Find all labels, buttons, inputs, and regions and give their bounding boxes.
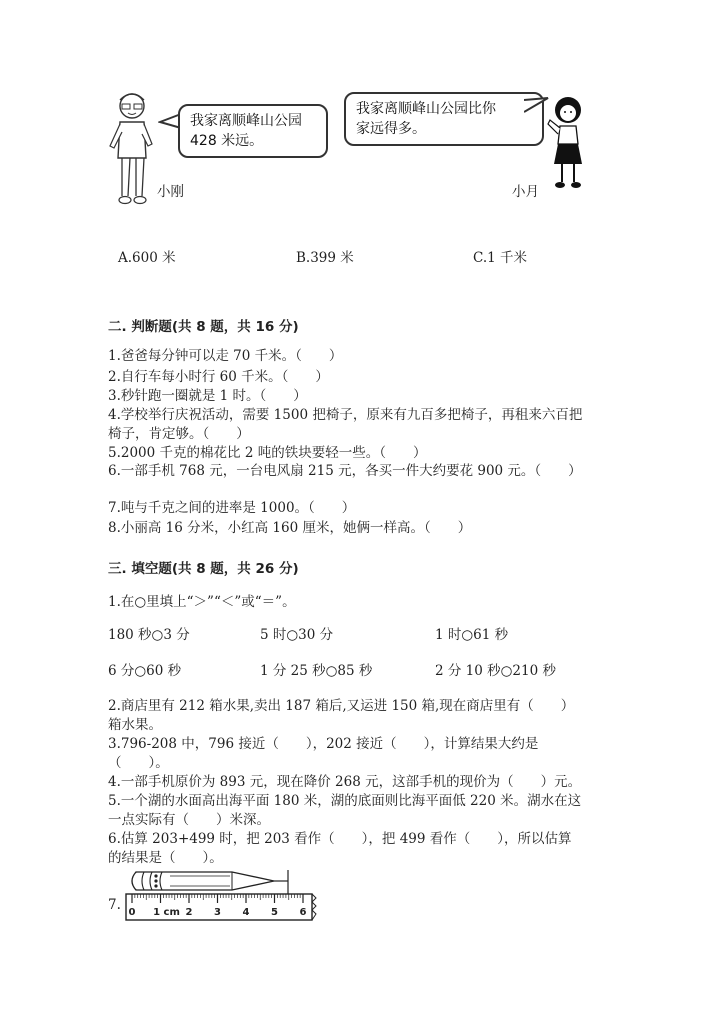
ruler-label-1: 1 cm — [153, 907, 180, 918]
fill-q5-cont: 一点实际有（ ）米深。 — [108, 812, 270, 828]
pencil-ruler-figure — [122, 866, 318, 924]
choice-a: A.600 米 — [118, 250, 176, 266]
girl-speech-line-1: 我家离顺峰山公园比你 — [356, 101, 496, 117]
judge-item-4: 4.学校举行庆祝活动，需要 1500 把椅子，原来有九百多把椅子，再租来六百把 — [108, 407, 583, 423]
boy-illustration — [108, 88, 158, 210]
fill-q7-label: 7. — [108, 897, 121, 913]
ruler-label-5: 5 — [271, 907, 278, 918]
compare-2-2: 1 分 25 秒○85 秒 — [260, 663, 373, 679]
fill-q6: 6.估算 203+499 时，把 203 看作（ ），把 499 看作（ ），所以估算 — [108, 831, 572, 847]
judge-item-8: 8.小丽高 16 分米，小红高 160 厘米，她俩一样高。（ ） — [108, 520, 472, 536]
ruler-label-3: 3 — [214, 907, 221, 918]
judge-item-5: 5.2000 千克的棉花比 2 吨的铁块要轻一些。（ ） — [108, 445, 427, 461]
pencil-icon — [132, 870, 288, 894]
judge-item-7: 7.吨与千克之间的进率是 1000。（ ） — [108, 500, 356, 516]
section3-title: 三. 填空题(共 8 题，共 26 分) — [108, 561, 299, 577]
compare-2-3: 2 分 10 秒○210 秒 — [435, 663, 556, 679]
boy-speech-line-1: 我家离顺峰山公园 — [190, 113, 302, 129]
compare-2-1: 6 分○60 秒 — [108, 663, 182, 679]
girl-speech-bubble — [344, 92, 544, 146]
ruler-label-6: 6 — [299, 907, 307, 918]
fill-q4: 4.一部手机原价为 893 元，现在降价 268 元，这部手机的现价为（ ）元。 — [108, 774, 582, 790]
fill-q2: 2.商店里有 212 箱水果,卖出 187 箱后,又运进 150 箱,现在商店里有（ ） — [108, 698, 575, 714]
boy-name: 小刚 — [157, 184, 184, 200]
compare-1-2: 5 时○30 分 — [260, 627, 334, 643]
judge-item-3: 3.秒针跑一圈就是 1 时。（ ） — [108, 388, 307, 404]
choice-b: B.399 米 — [296, 250, 354, 266]
fill-q1: 1.在○里填上“＞”“＜”或“＝”。 — [108, 594, 296, 610]
judge-item-4-cont: 椅子，肯定够。（ ） — [108, 426, 250, 442]
girl-illustration — [544, 94, 588, 194]
fill-q3: 3.796-208 中，796 接近（ ），202 接近（ ），计算结果大约是 — [108, 736, 539, 752]
judge-item-1: 1.爸爸每分钟可以走 70 千米。（ ） — [108, 348, 343, 364]
ruler-label-4: 4 — [242, 907, 250, 918]
boy-speech-line-2: 428 米远。 — [190, 133, 264, 149]
fill-q3-cont: （ ）。 — [108, 755, 169, 771]
girl-speech-line-2: 家远得多。 — [356, 121, 426, 137]
fill-q2-cont: 箱水果。 — [108, 717, 162, 733]
judge-item-6: 6.一部手机 768 元，一台电风扇 215 元，各买一件大约要花 900 元。（ ） — [108, 463, 582, 479]
compare-1-3: 1 时○61 秒 — [435, 627, 509, 643]
boy-speech-bubble — [178, 104, 328, 158]
fill-q5: 5.一个湖的水面高出海平面 180 米，湖的底面则比海平面低 220 米。湖水在这 — [108, 793, 582, 809]
compare-1-1: 180 秒○3 分 — [108, 627, 190, 643]
judge-item-2: 2.自行车每小时行 60 千米。（ ） — [108, 369, 329, 385]
section2-title: 二. 判断题(共 8 题，共 16 分) — [108, 319, 299, 335]
ruler-label-2: 2 — [185, 907, 193, 918]
ruler-label-0: 0 — [128, 907, 136, 918]
choice-c: C.1 千米 — [473, 250, 528, 266]
fill-q6-cont: 的结果是（ ）。 — [108, 850, 223, 866]
girl-name: 小月 — [512, 184, 539, 200]
